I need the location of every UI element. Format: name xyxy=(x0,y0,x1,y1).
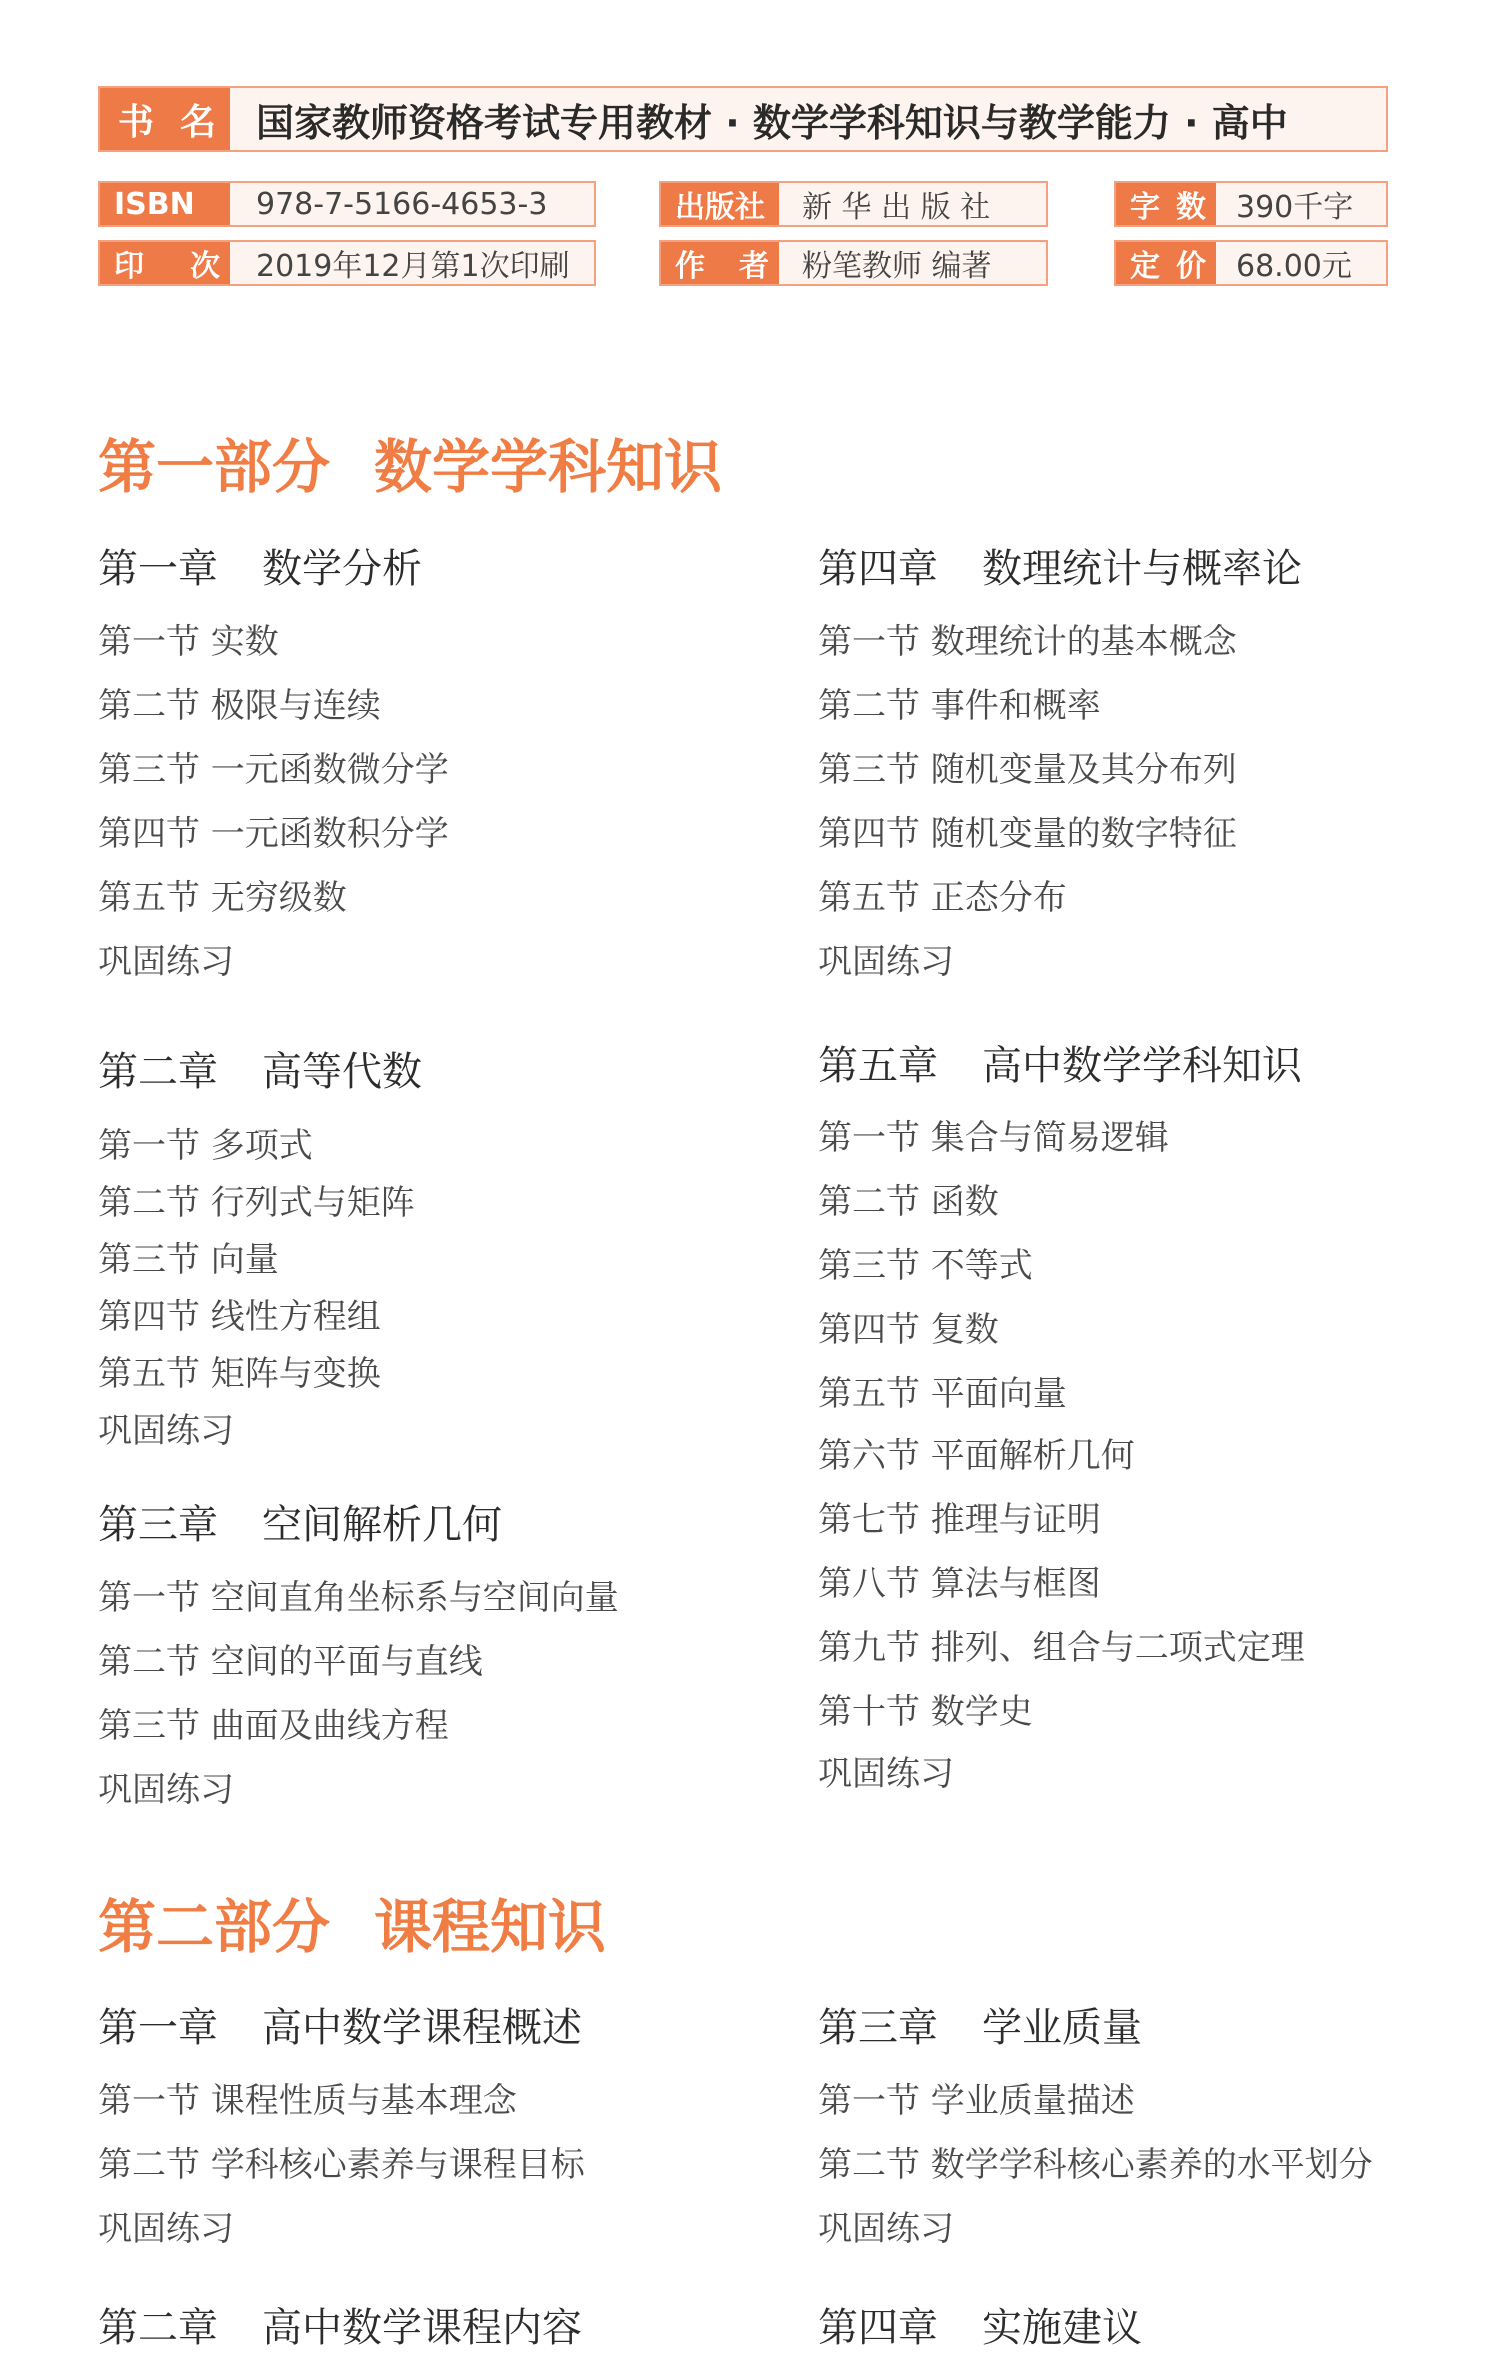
printing-label: 印 次 xyxy=(100,242,230,284)
chapter-heading: 第五章 高中数学学科知识 xyxy=(818,1043,1302,1089)
price-field xyxy=(1114,240,1388,286)
chapter-heading: 第一章 高中数学课程概述 xyxy=(98,2005,582,2051)
toc-item: 第二节 学科核心素养与课程目标 xyxy=(98,2145,585,2185)
toc-item: 巩固练习 xyxy=(98,2209,234,2249)
toc-item: 第三节 曲面及曲线方程 xyxy=(98,1706,449,1746)
toc-item: 第四节 线性方程组 xyxy=(98,1297,381,1337)
price-value: 68.00元 xyxy=(1236,249,1352,284)
toc-item: 第九节 排列、组合与二项式定理 xyxy=(818,1628,1305,1668)
isbn-field xyxy=(98,181,596,227)
book-title-row xyxy=(98,86,1388,152)
toc-item: 第二节 空间的平面与直线 xyxy=(98,1642,483,1682)
book-title-value: 国家教师资格考试专用教材 · 数学学科知识与教学能力 · 高中 xyxy=(256,100,1288,145)
toc-item: 巩固练习 xyxy=(818,1754,954,1794)
chapter-heading: 第三章 空间解析几何 xyxy=(98,1502,502,1548)
chapter-heading: 第四章 数理统计与概率论 xyxy=(818,546,1302,592)
toc-item: 巩固练习 xyxy=(98,1411,234,1451)
part-heading: 第一部分 数学学科知识 xyxy=(98,433,723,501)
toc-item: 第二节 函数 xyxy=(818,1182,999,1222)
isbn-label: ISBN xyxy=(100,183,230,225)
publisher-value: 新 华 出 版 社 xyxy=(802,190,991,225)
toc-item: 第七节 推理与证明 xyxy=(818,1500,1101,1540)
toc-item: 巩固练习 xyxy=(98,1770,234,1810)
toc-item: 第四节 随机变量的数字特征 xyxy=(818,814,1237,854)
toc-item: 巩固练习 xyxy=(818,942,954,982)
toc-item: 第五节 平面向量 xyxy=(818,1374,1067,1414)
price-label: 定 价 xyxy=(1116,242,1216,284)
toc-item: 第一节 空间直角坐标系与空间向量 xyxy=(98,1578,619,1618)
author-value: 粉笔教师 编著 xyxy=(802,249,992,284)
author-field xyxy=(659,240,1048,286)
toc-item: 第一节 实数 xyxy=(98,622,279,662)
chapter-heading: 第二章 高中数学课程内容 xyxy=(98,2305,582,2351)
part-heading: 第二部分 课程知识 xyxy=(98,1893,607,1961)
toc-item: 巩固练习 xyxy=(818,2209,954,2249)
word-count-field xyxy=(1114,181,1388,227)
toc-item: 巩固练习 xyxy=(98,942,234,982)
chapter-heading: 第四章 实施建议 xyxy=(818,2305,1142,2351)
toc-item: 第五节 无穷级数 xyxy=(98,878,347,918)
printing-value: 2019年12月第1次印刷 xyxy=(256,249,570,284)
chapter-heading: 第二章 高等代数 xyxy=(98,1049,422,1095)
toc-item: 第三节 不等式 xyxy=(818,1246,1033,1286)
toc-item: 第一节 集合与简易逻辑 xyxy=(818,1118,1169,1158)
toc-item: 第十节 数学史 xyxy=(818,1692,1033,1732)
chapter-heading: 第一章 数学分析 xyxy=(98,546,422,592)
toc-item: 第四节 一元函数积分学 xyxy=(98,814,449,854)
toc-item: 第六节 平面解析几何 xyxy=(818,1436,1135,1476)
chapter-heading: 第三章 学业质量 xyxy=(818,2005,1142,2051)
word-count-label: 字 数 xyxy=(1116,183,1216,225)
isbn-value: 978-7-5166-4653-3 xyxy=(256,186,548,222)
toc-item: 第二节 极限与连续 xyxy=(98,686,381,726)
toc-item: 第五节 矩阵与变换 xyxy=(98,1354,381,1394)
toc-item: 第五节 正态分布 xyxy=(818,878,1067,918)
publisher-field xyxy=(659,181,1048,227)
toc-item: 第八节 算法与框图 xyxy=(818,1564,1101,1604)
word-count-value: 390千字 xyxy=(1236,190,1354,225)
publisher-label: 出版社 xyxy=(661,183,779,225)
toc-item: 第一节 学业质量描述 xyxy=(818,2081,1135,2121)
toc-item: 第一节 多项式 xyxy=(98,1126,313,1166)
toc-item: 第三节 向量 xyxy=(98,1240,279,1280)
toc-item: 第二节 数学学科核心素养的水平划分 xyxy=(818,2145,1373,2185)
toc-item: 第一节 课程性质与基本理念 xyxy=(98,2081,517,2121)
toc-item: 第三节 随机变量及其分布列 xyxy=(818,750,1237,790)
toc-item: 第一节 数理统计的基本概念 xyxy=(818,622,1237,662)
toc-item: 第四节 复数 xyxy=(818,1310,999,1350)
printing-field xyxy=(98,240,596,286)
toc-item: 第二节 事件和概率 xyxy=(818,686,1101,726)
toc-item: 第二节 行列式与矩阵 xyxy=(98,1183,415,1223)
book-title-label: 书 名 xyxy=(100,88,230,150)
toc-item: 第三节 一元函数微分学 xyxy=(98,750,449,790)
author-label: 作 者 xyxy=(661,242,779,284)
